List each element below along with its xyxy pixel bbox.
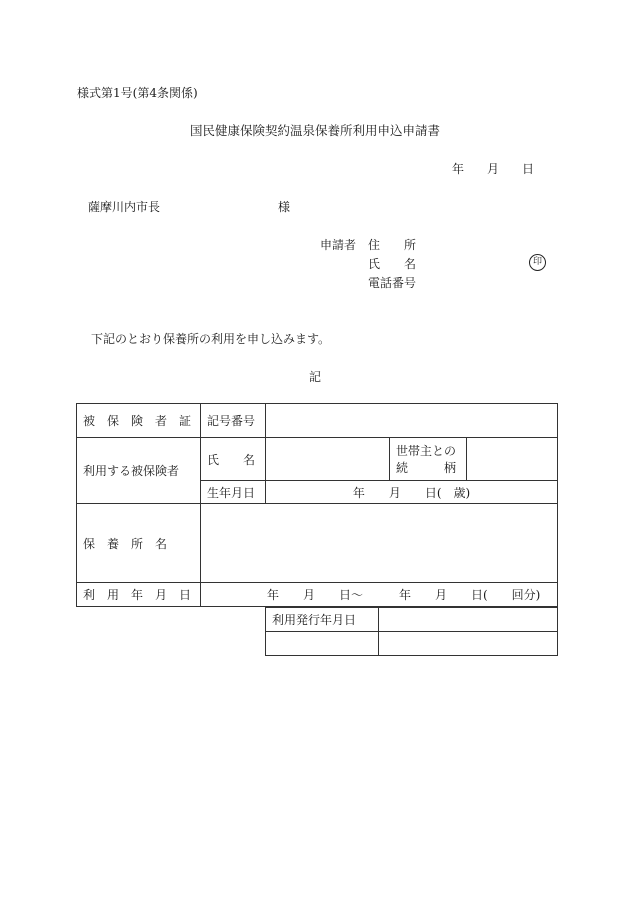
birth-date-field[interactable]: 年 月 日( 歳) — [266, 481, 558, 504]
facility-label: 保 養 所 名 — [77, 504, 201, 583]
relation-line2: 続 柄 — [396, 461, 457, 475]
issue-extra-left[interactable] — [266, 632, 379, 656]
document-title: 国民健康保険契約温泉保養所利用申込申請書 — [189, 123, 440, 138]
user-label: 利用する被保険者 — [77, 438, 201, 504]
name-cell-label: 氏 名 — [201, 438, 266, 481]
intro-text: 下記のとおり保養所の利用を申し込みます。 — [91, 332, 331, 346]
issue-date-label: 利用発行年月日 — [266, 608, 379, 632]
relation-field[interactable] — [467, 438, 558, 481]
form-number: 様式第1号(第4条関係) — [77, 86, 198, 100]
applicant-heading: 申請者 — [320, 238, 357, 252]
ki-heading: 記 — [308, 370, 321, 384]
name-label: 氏 名 — [368, 257, 417, 271]
date-day: 日 — [522, 162, 535, 176]
issue-date-field[interactable] — [379, 608, 558, 632]
facility-field[interactable] — [201, 504, 558, 583]
name-field[interactable] — [266, 438, 390, 481]
table-row — [77, 438, 558, 481]
seal-mark: 印 — [529, 254, 546, 271]
relation-line1: 世帯主との — [396, 444, 457, 458]
symbol-number-field[interactable] — [266, 404, 558, 438]
date-month: 月 — [487, 162, 500, 176]
date-year: 年 — [452, 162, 465, 176]
table-row — [266, 608, 558, 632]
application-table — [76, 403, 558, 607]
table-row — [266, 632, 558, 656]
table-row — [77, 404, 558, 438]
table-row — [77, 583, 558, 607]
address-label: 住 所 — [368, 238, 417, 252]
issue-extra-right[interactable] — [379, 632, 558, 656]
addressee: 薩摩川内市長 — [88, 200, 161, 214]
phone-label: 電話番号 — [368, 276, 417, 290]
relation-label — [390, 438, 467, 481]
honorific: 様 — [278, 200, 291, 214]
symbol-number-label: 記号番号 — [201, 404, 266, 438]
birth-date-label: 生年月日 — [201, 481, 266, 504]
use-date-field[interactable]: 年 月 日～ 年 月 日( 回分) — [201, 583, 558, 607]
issue-table — [265, 607, 558, 656]
insured-card-label: 被 保 険 者 証 — [77, 404, 201, 438]
use-date-label: 利 用 年 月 日 — [77, 583, 201, 607]
table-row — [77, 504, 558, 583]
